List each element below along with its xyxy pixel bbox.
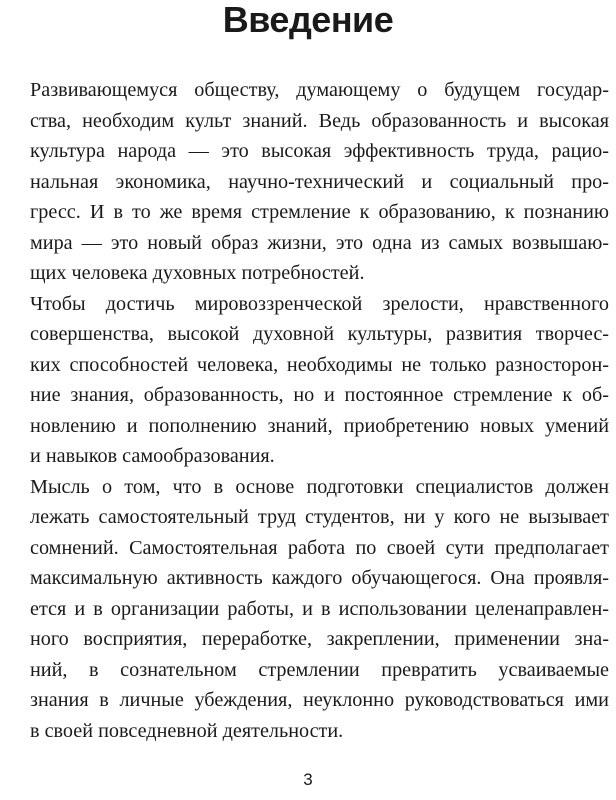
text-line: знания в личные убеждения, неуклонно руководствоваться ими bbox=[30, 689, 609, 711]
text-line: ного восприятия, переработке, закреплении, применении зна- bbox=[30, 628, 609, 650]
text-line: совершенства, высокой духовной культуры, развития творчес- bbox=[30, 323, 609, 345]
text-line: ний, в сознательном стремлении превратить усваиваемые bbox=[30, 658, 609, 681]
text-line: нальная экономика, научно-технический и социальный про- bbox=[30, 170, 609, 193]
paragraph-1 bbox=[30, 75, 609, 289]
text-line: Чтобы достичь мировоззренческой зрелости, нравственного bbox=[30, 292, 609, 315]
page-title: Введение bbox=[222, 0, 394, 40]
text-line: в своей повседневной деятельности. bbox=[30, 719, 344, 742]
paragraph-3 bbox=[30, 472, 609, 747]
page-number: 3 bbox=[303, 770, 313, 789]
text-line: ние знания, образованность, но и постоянное стремление к об- bbox=[30, 384, 609, 406]
text-line: ства, необходим культ знаний. Ведь образованность и высокая bbox=[30, 109, 609, 132]
text-line: ется и в организации работы, и в использовании целенаправлен- bbox=[30, 597, 609, 620]
text-line: щих человека духовных потребностей. bbox=[30, 262, 365, 284]
text-line: Мысль о том, что в основе подготовки специалистов должен bbox=[30, 475, 609, 498]
paragraph-2 bbox=[30, 289, 609, 472]
text-line: гресс. И в то же время стремление к образованию, к познанию bbox=[30, 201, 609, 223]
text-line: сомнений. Самостоятельная работа по своей сути предполагает bbox=[30, 536, 609, 559]
text-line: и навыков самообразования. bbox=[30, 445, 275, 467]
text-line: лежать самостоятельный труд студентов, ни у кого не вызывает bbox=[30, 506, 609, 528]
text-line: культура народа — это высокая эффективность труда, рацио- bbox=[30, 140, 609, 162]
text-line: новлению и пополнению знаний, приобретению новых умений bbox=[30, 414, 609, 437]
text-line: мира — это новый образ жизни, это одна из самых возвышаю- bbox=[30, 231, 609, 254]
body-text bbox=[30, 75, 609, 746]
text-line: Развивающемуся обществу, думающему о будущем государ- bbox=[30, 79, 609, 101]
text-line: ких способностей человека, необходимы не только разносторон- bbox=[30, 353, 609, 376]
text-line: максимальную активность каждого обучающегося. Она проявля- bbox=[30, 567, 609, 589]
